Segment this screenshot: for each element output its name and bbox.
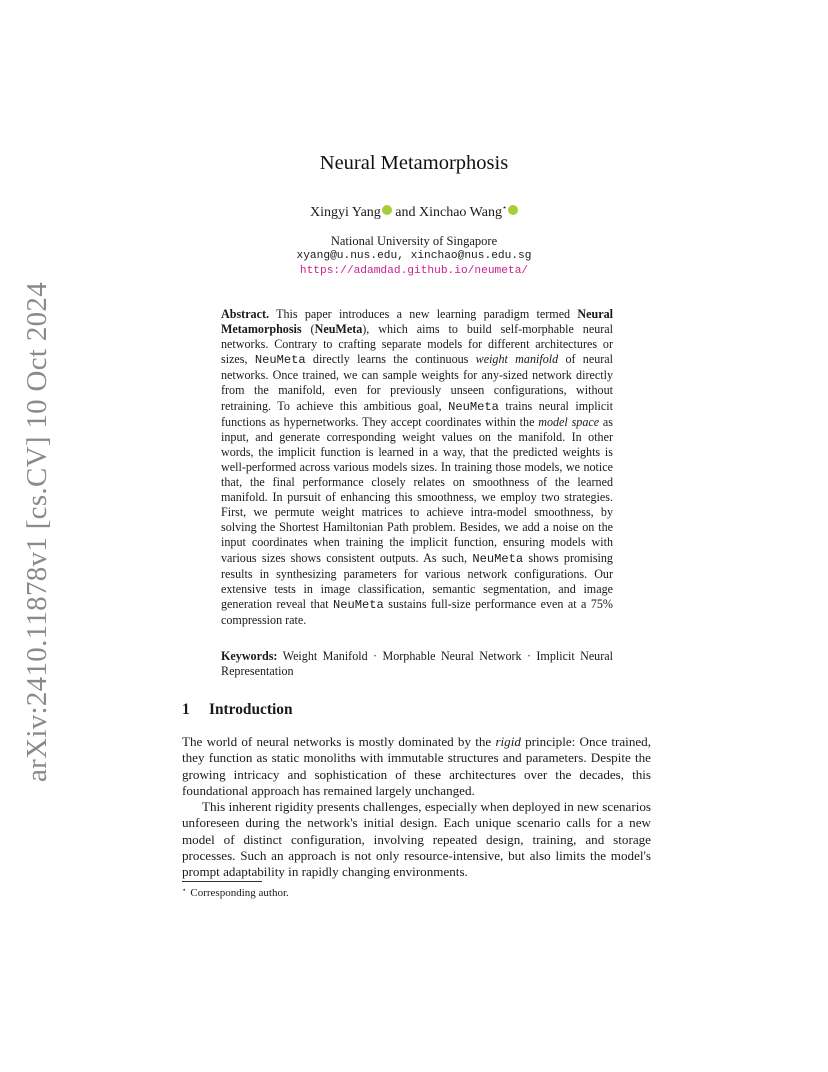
abstract-text: shows promising results in synthesizing parameters for various network configurations. Our extensive tests in image classification, semantic segmentation, and image generation reveal that: [221, 550, 613, 611]
arxiv-identifier-text: arXiv:2410.11878v1 [cs.CV] 10 Oct 2024: [20, 281, 53, 783]
footnote-rule: [182, 881, 262, 882]
footnote: [182, 886, 289, 899]
introduction-body: [182, 734, 651, 881]
emphasis: weight manifold: [475, 352, 559, 367]
method-acronym: NeuMeta: [314, 322, 363, 337]
method-name-code: NeuMeta: [254, 353, 306, 368]
emphasis: model space: [538, 414, 600, 429]
keywords-label: Keywords:: [221, 649, 278, 663]
abstract-text: trains neural implicit functions as hypernetworks. They accept coordinates within the: [221, 398, 614, 429]
author-conjunction: and: [391, 205, 419, 220]
orcid-icon[interactable]: [382, 205, 392, 215]
abstract-label: Abstract.: [221, 307, 270, 321]
corresponding-author-marker: ⋆: [501, 203, 507, 212]
abstract-text: (: [301, 322, 315, 337]
emphasis: rigid: [495, 734, 521, 749]
abstract: [221, 307, 613, 628]
section-title: Introduction: [209, 701, 293, 718]
paper-title: Neural Metamorphosis: [319, 152, 509, 174]
arxiv-identifier-stamp: [20, 281, 53, 783]
author-emails[interactable]: xyang@u.nus.edu, xinchao@nus.edu.sg: [296, 250, 532, 262]
paragraph-text: principle: Once trained, they function as static monoliths with immutable structures and parameters. Despite the growing intricacy and sophistication of these architectures over the decades, this foundational approach has remained largely unchanged.: [182, 734, 652, 798]
keywords: [221, 649, 613, 679]
method-name-code: NeuMeta: [472, 551, 524, 566]
author-name: Xingyi Yang: [309, 205, 381, 220]
section-number: 1: [182, 701, 190, 718]
abstract-text: as input, and generate corresponding weight values on the manifold. In other words, the implicit function is learned in a way, that the predicted weights is well-performed across various models sizes. In training those models, we notice that, the final performance closely relates on smoothness of the learned manifold. In pursuit of enhancing this smoothness, we employ two strategies. First, we permute weight matrices to achieve intra-model smoothness, by solving the Shortest Hamiltonian Path problem. Besides, we add a noise on the input coordinates when training the implicit function, ensuring models with various sizes shows consistent outputs. As such,: [221, 414, 613, 565]
paragraph-text: The world of neural networks is mostly dominated by the: [182, 734, 496, 749]
abstract-text: of neural networks. Once trained, we can sample weights for any-sized network directly from the manifold, even for previously unseen configurations, without retraining. To achieve this ambitious goal,: [221, 352, 614, 413]
keywords-text: Weight Manifold · Morphable Neural Network · Implicit Neural Representation: [221, 649, 613, 679]
footnote-text: Corresponding author.: [190, 887, 289, 899]
project-url-link[interactable]: https://adamdad.github.io/neumeta/: [299, 265, 529, 277]
abstract-text: sustains full-size performance even at a 75% compression rate.: [221, 596, 613, 627]
footnote-marker: ⋆: [182, 886, 187, 894]
orcid-icon[interactable]: [508, 205, 518, 215]
abstract-text: This paper introduces a new learning paradigm termed: [269, 307, 578, 321]
affiliation: National University of Singapore: [330, 234, 498, 248]
abstract-text: ), which aims to build self-morphable neural networks. Contrary to crafting separate models for different architectures or sizes,: [221, 322, 613, 367]
paragraph: [182, 734, 651, 799]
method-name-code: NeuMeta: [448, 399, 499, 414]
author-name: Xinchao Wang: [419, 205, 502, 220]
author-line: [0, 203, 828, 221]
paragraph: This inherent rigidity presents challenges, especially when deployed in new scenarios unforeseen during the network's initial design. Each unique scenario calls for a new model of distinct configuration, involving repeated design, training, and storage processes. Such an approach is not only resource-intensive, but also limits the model's prompt adaptability in rapidly changing environments.: [182, 799, 651, 880]
method-term: Neural Metamorphosis: [221, 307, 613, 337]
method-name-code: NeuMeta: [333, 597, 384, 612]
section-heading: [182, 701, 293, 719]
abstract-text: directly learns the continuous: [305, 352, 476, 367]
